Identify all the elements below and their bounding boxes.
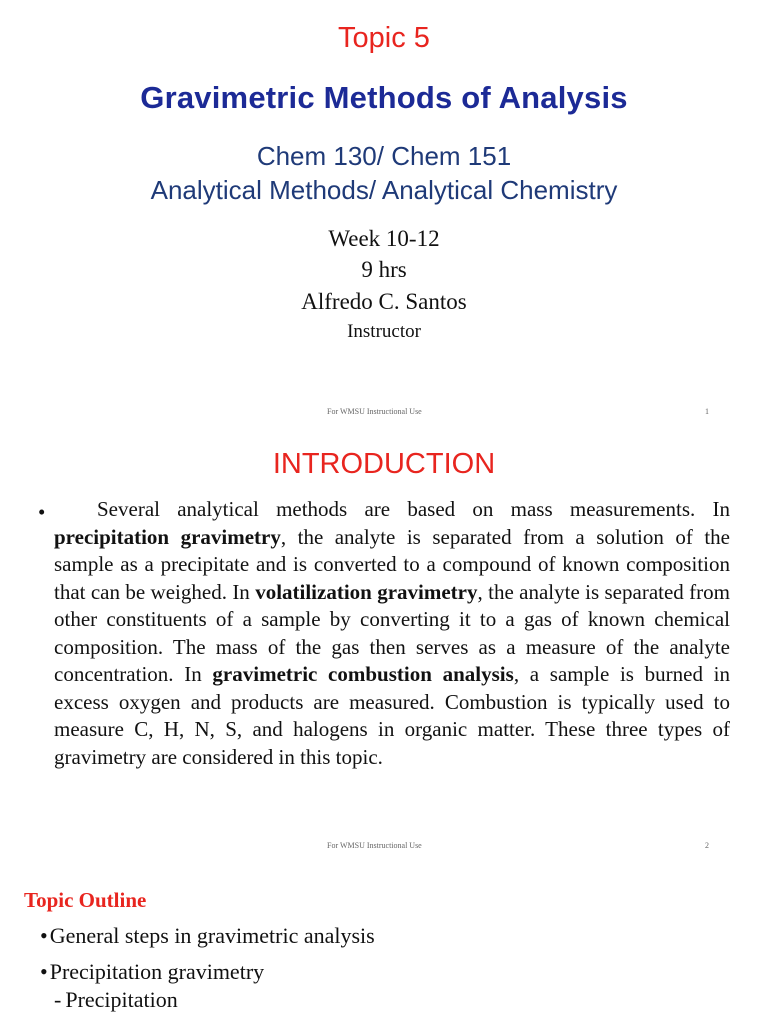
key-term: precipitation gravimetry bbox=[54, 524, 281, 549]
key-term: volatilization gravimetry bbox=[255, 579, 478, 604]
course-name: Analytical Methods/ Analytical Chemistry bbox=[150, 175, 618, 205]
outline-item bbox=[40, 922, 375, 950]
title-slide bbox=[0, 0, 768, 432]
page-number: 2 bbox=[705, 841, 709, 850]
introduction-heading: INTRODUCTION bbox=[272, 448, 496, 480]
paragraph-text: Several analytical methods are based on mass measurements. In bbox=[97, 497, 730, 521]
key-term: gravimetric combustion analysis bbox=[212, 662, 514, 686]
instructor-name: Alfredo C. Santos bbox=[301, 289, 467, 314]
introduction-paragraph bbox=[54, 496, 730, 771]
introduction-slide bbox=[0, 432, 768, 864]
topic-outline-list bbox=[40, 922, 375, 1014]
week-range: Week 10-12 bbox=[328, 226, 440, 251]
duration-hours: 9 hrs bbox=[361, 257, 407, 282]
paragraph-text: , the analyte is separated from other constituents of a sample by converting it to a gas of known chemical composition. The mass of the gas then serves as a measure of the analyte concentration. In bbox=[54, 579, 730, 686]
list-marker: • bbox=[40, 923, 48, 948]
topic-label: Topic 5 bbox=[338, 22, 430, 54]
slide-footer: For WMSU Instructional Use bbox=[327, 407, 422, 416]
outline-item bbox=[40, 958, 375, 986]
list-marker: - bbox=[54, 987, 62, 1012]
slide-footer: For WMSU Instructional Use bbox=[327, 841, 422, 850]
topic-outline-slide bbox=[0, 864, 768, 1024]
paragraph-text: , a sample is burned in excess oxygen and products are measured. Combustion is typically used to measure C, H, N, S, and halogens in organic matter. These three types of gravimetry are considered in this topic. bbox=[54, 662, 731, 769]
topic-outline-heading: Topic Outline bbox=[24, 888, 147, 912]
page-number: 1 bbox=[705, 407, 709, 416]
bullet-marker: • bbox=[38, 500, 46, 524]
paragraph-text: , the analyte is separated from a solution of the sample as a precipitate and is converted to a compound of known composition that can be weighed. In bbox=[54, 524, 730, 604]
list-marker: • bbox=[40, 959, 48, 984]
outline-item-text: General steps in gravimetric analysis bbox=[49, 923, 375, 948]
presentation-title: Gravimetric Methods of Analysis bbox=[140, 80, 628, 115]
instructor-role: Instructor bbox=[347, 321, 421, 342]
outline-item-text: Precipitation bbox=[65, 987, 178, 1012]
course-code: Chem 130/ Chem 151 bbox=[256, 141, 512, 171]
outline-subitem bbox=[40, 986, 375, 1014]
outline-item-text: Precipitation gravimetry bbox=[49, 959, 265, 984]
